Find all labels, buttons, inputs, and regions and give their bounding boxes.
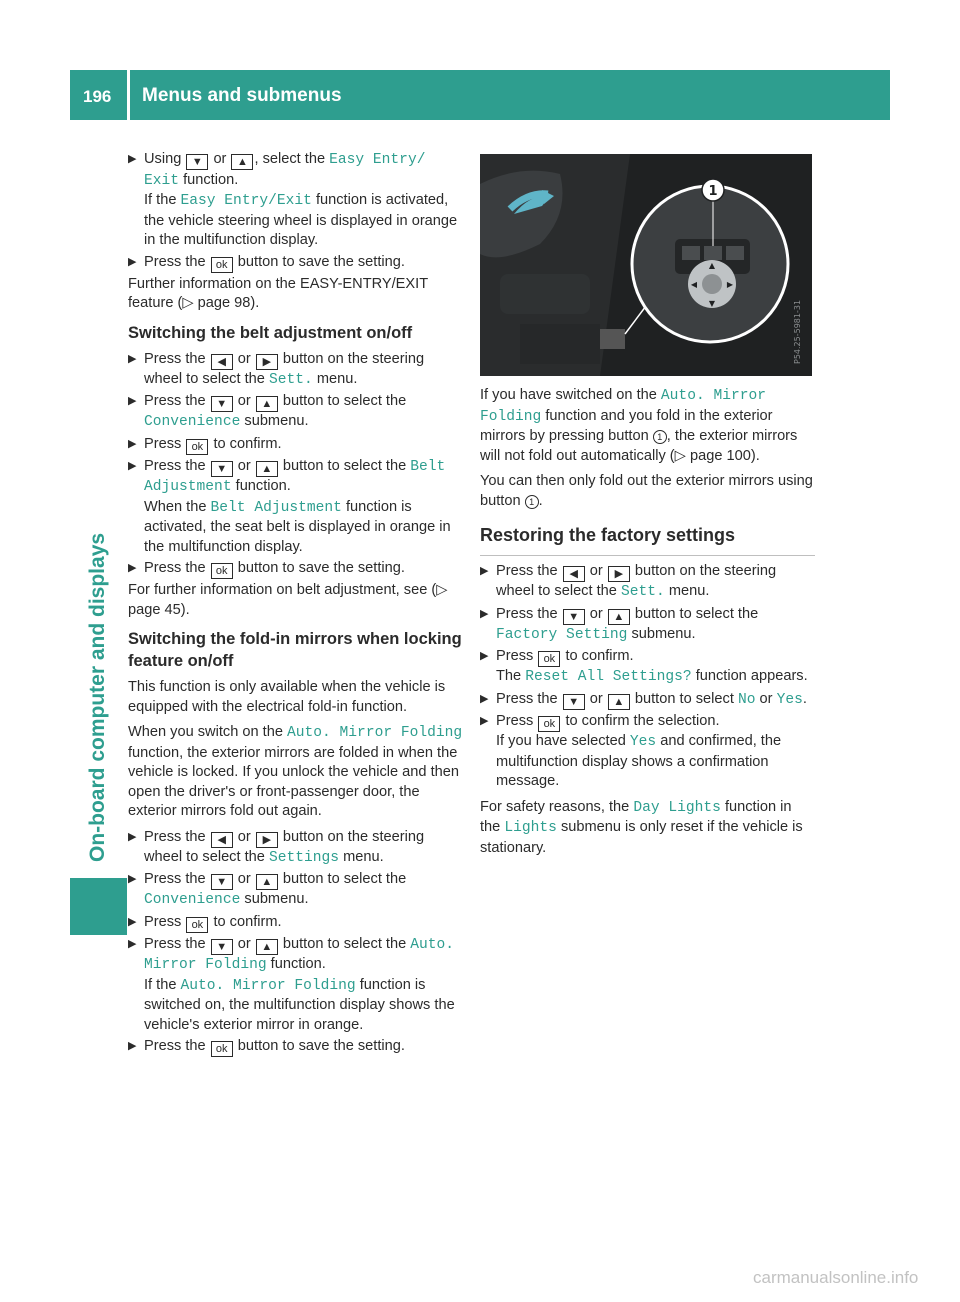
step-select-yes-no: ▶ Press the ▼ or ▲ button to select No or Yes.: [480, 690, 807, 708]
up-key-icon: ▲: [256, 874, 278, 890]
heading-restore-factory: Restoring the factory settings: [480, 523, 815, 556]
step-select-factory-setting: ▶ Press the ▼ or ▲ button to select the Factory Setting submenu.: [480, 605, 759, 643]
step-select-sett-menu: ▶ Press the ◀ or ▶ button on the steering wheel to select the Sett. menu.: [128, 350, 425, 388]
page-ref-icon: ▷: [182, 295, 194, 311]
up-key-icon: ▲: [256, 939, 278, 955]
page-ref-icon: ▷: [436, 582, 448, 598]
step-arrow-icon: ▶: [128, 459, 137, 472]
heading-fold-in-mirrors: Switching the fold-in mirrors when locking feature on/off: [128, 630, 462, 670]
door-panel-illustration: [480, 154, 812, 376]
step-confirm: ▶ Press ok to confirm.: [128, 435, 282, 453]
down-key-icon: ▼: [563, 694, 585, 710]
section-header: [130, 70, 890, 120]
left-key-icon: ◀: [211, 354, 233, 370]
down-key-icon: ▼: [211, 939, 233, 955]
step-select-settings-menu: ▶ Press the ◀ or ▶ button on the steering wheel to select the Settings menu.: [128, 828, 425, 866]
up-key-icon: ▲: [608, 609, 630, 625]
step-select-sett-menu: ▶ Press the ◀ or ▶ button on the steering wheel to select the Sett. menu.: [480, 563, 777, 600]
step-arrow-icon: ▶: [128, 830, 137, 843]
step-arrow-icon: ▶: [128, 395, 137, 407]
down-key-icon: ▼: [211, 874, 233, 890]
step-arrow-icon: ▶: [480, 692, 489, 705]
callout-1-label: 1: [708, 184, 718, 199]
right-key-icon: ▶: [608, 566, 630, 582]
right-column: [480, 150, 815, 864]
photo-code: P54.25-5981-31: [793, 299, 802, 364]
svg-text:▼: ▼: [708, 299, 716, 308]
down-key-icon: ▼: [186, 154, 208, 170]
step-arrow-icon: ▶: [128, 255, 137, 268]
ok-key-icon: ok: [186, 439, 208, 455]
callout-1-icon: 1: [525, 495, 539, 509]
right-key-icon: ▶: [256, 354, 278, 370]
up-key-icon: ▲: [608, 694, 630, 710]
step-select-convenience: ▶ Press the ▼ or ▲ button to select the Convenience submenu.: [128, 871, 407, 908]
left-key-icon: ◀: [211, 832, 233, 848]
ok-key-icon: ok: [211, 257, 233, 273]
step-save-setting: ▶ Press the ok button to save the setting.: [128, 560, 405, 577]
fold-out-note: You can then only fold out the exterior mirrors using button 1 .: [480, 473, 813, 509]
page-ref-icon: ▷: [674, 447, 686, 464]
up-key-icon: ▲: [256, 461, 278, 477]
page-number: 196: [83, 87, 112, 106]
step-arrow-icon: ▶: [128, 562, 137, 574]
easy-entry-reference: Further information on the EASY-ENTRY/EXIT feature (▷ page 98).: [128, 275, 428, 311]
section-title: Menus and submenus: [142, 85, 342, 106]
ok-key-icon: ok: [211, 1041, 233, 1057]
step-arrow-icon: ▶: [128, 352, 137, 365]
step-save-setting: ▶ Press the ok button to save the setting.: [128, 253, 405, 271]
step-arrow-icon: ▶: [480, 715, 489, 727]
callout-1-icon: 1: [653, 430, 667, 444]
step-select-mirror-folding: ▶ Press the ▼ or ▲ button to select the Auto. Mirror Folding function. If the Auto. Mirror Folding function is switched on, the multifunction display shows the vehicle's exterior mirror in orange.: [128, 935, 455, 1033]
ok-key-icon: ok: [186, 917, 208, 933]
ok-key-icon: ok: [538, 651, 560, 667]
up-key-icon: ▲: [256, 396, 278, 412]
step-save-setting: ▶ Press the ok button to save the setting.: [128, 1038, 405, 1055]
svg-text:▲: ▲: [708, 261, 716, 270]
ok-key-icon: ok: [538, 716, 560, 732]
step-select-belt-adjustment: ▶ Press the ▼ or ▲ button to select the Belt Adjustment function. When the Belt Adjustment function is activated, the seat belt is displayed in orange in the multifunction display.: [128, 457, 451, 555]
step-arrow-icon: ▶: [128, 437, 137, 450]
step-confirm: ▶ Press ok to confirm.: [128, 913, 282, 931]
down-key-icon: ▼: [211, 396, 233, 412]
page-number-box: [70, 70, 127, 120]
step-confirm-selection: ▶ Press ok to confirm the selection. If you have selected Yes and confirmed, the multifunction display shows a confirmation message.: [480, 713, 782, 789]
down-key-icon: ▼: [211, 461, 233, 477]
mirror-button-photo: [480, 154, 812, 376]
left-column: [128, 150, 463, 1059]
belt-reference: For further information on belt adjustment, see (▷ page 45).: [128, 582, 448, 618]
up-key-icon: ▲: [231, 154, 253, 170]
fold-description: When you switch on the Auto. Mirror Folding function, the exterior mirrors are folded in when the vehicle is locked. If you unlock the vehicle and then open the driver's or front-passenger door, the exterior mirrors fold out again.: [128, 724, 463, 819]
down-key-icon: ▼: [563, 609, 585, 625]
watermark: carmanualsonline.info: [753, 1268, 919, 1287]
step-arrow-icon: ▶: [480, 565, 489, 577]
step-arrow-icon: ▶: [128, 873, 137, 885]
step-select-convenience: ▶ Press the ▼ or ▲ button to select the Convenience submenu.: [128, 393, 407, 430]
step-arrow-icon: ▶: [128, 153, 137, 165]
step-arrow-icon: ▶: [128, 1040, 137, 1052]
right-key-icon: ▶: [256, 832, 278, 848]
step-confirm-reset: ▶ Press ok to confirm. The Reset All Settings? function appears.: [480, 648, 808, 685]
svg-text:▶: ▶: [726, 280, 734, 289]
ok-key-icon: ok: [211, 563, 233, 579]
svg-text:◀: ◀: [690, 280, 698, 289]
step-arrow-icon: ▶: [128, 915, 137, 928]
step-arrow-icon: ▶: [128, 937, 137, 950]
step-select-easy-entry: ▶ Using ▼ or ▲ , select the Easy Entry/ Exit function. If the Easy Entry/Exit function is activated, the vehicle steering wheel is displayed in orange in the multifunction display.: [128, 151, 458, 248]
heading-belt-adjustment: Switching the belt adjustment on/off: [128, 323, 413, 342]
safety-note: For safety reasons, the Day Lights function in the Lights submenu is only reset if the vehicle is stationary.: [480, 798, 803, 856]
left-key-icon: ◀: [563, 566, 585, 582]
mirror-folding-note: If you have switched on the Auto. Mirror Folding function and you fold in the exterior mirrors by pressing button 1 , the exterior mirrors will not fold out automatically (▷ page 100).: [480, 387, 798, 464]
chapter-side-label: On-board computer and displays: [86, 532, 109, 862]
chapter-marker: [70, 878, 127, 935]
fold-availability-text: This function is only available when the vehicle is equipped with the electrical fold-in function.: [128, 679, 446, 715]
step-arrow-icon: ▶: [480, 650, 489, 662]
step-arrow-icon: ▶: [480, 607, 489, 620]
